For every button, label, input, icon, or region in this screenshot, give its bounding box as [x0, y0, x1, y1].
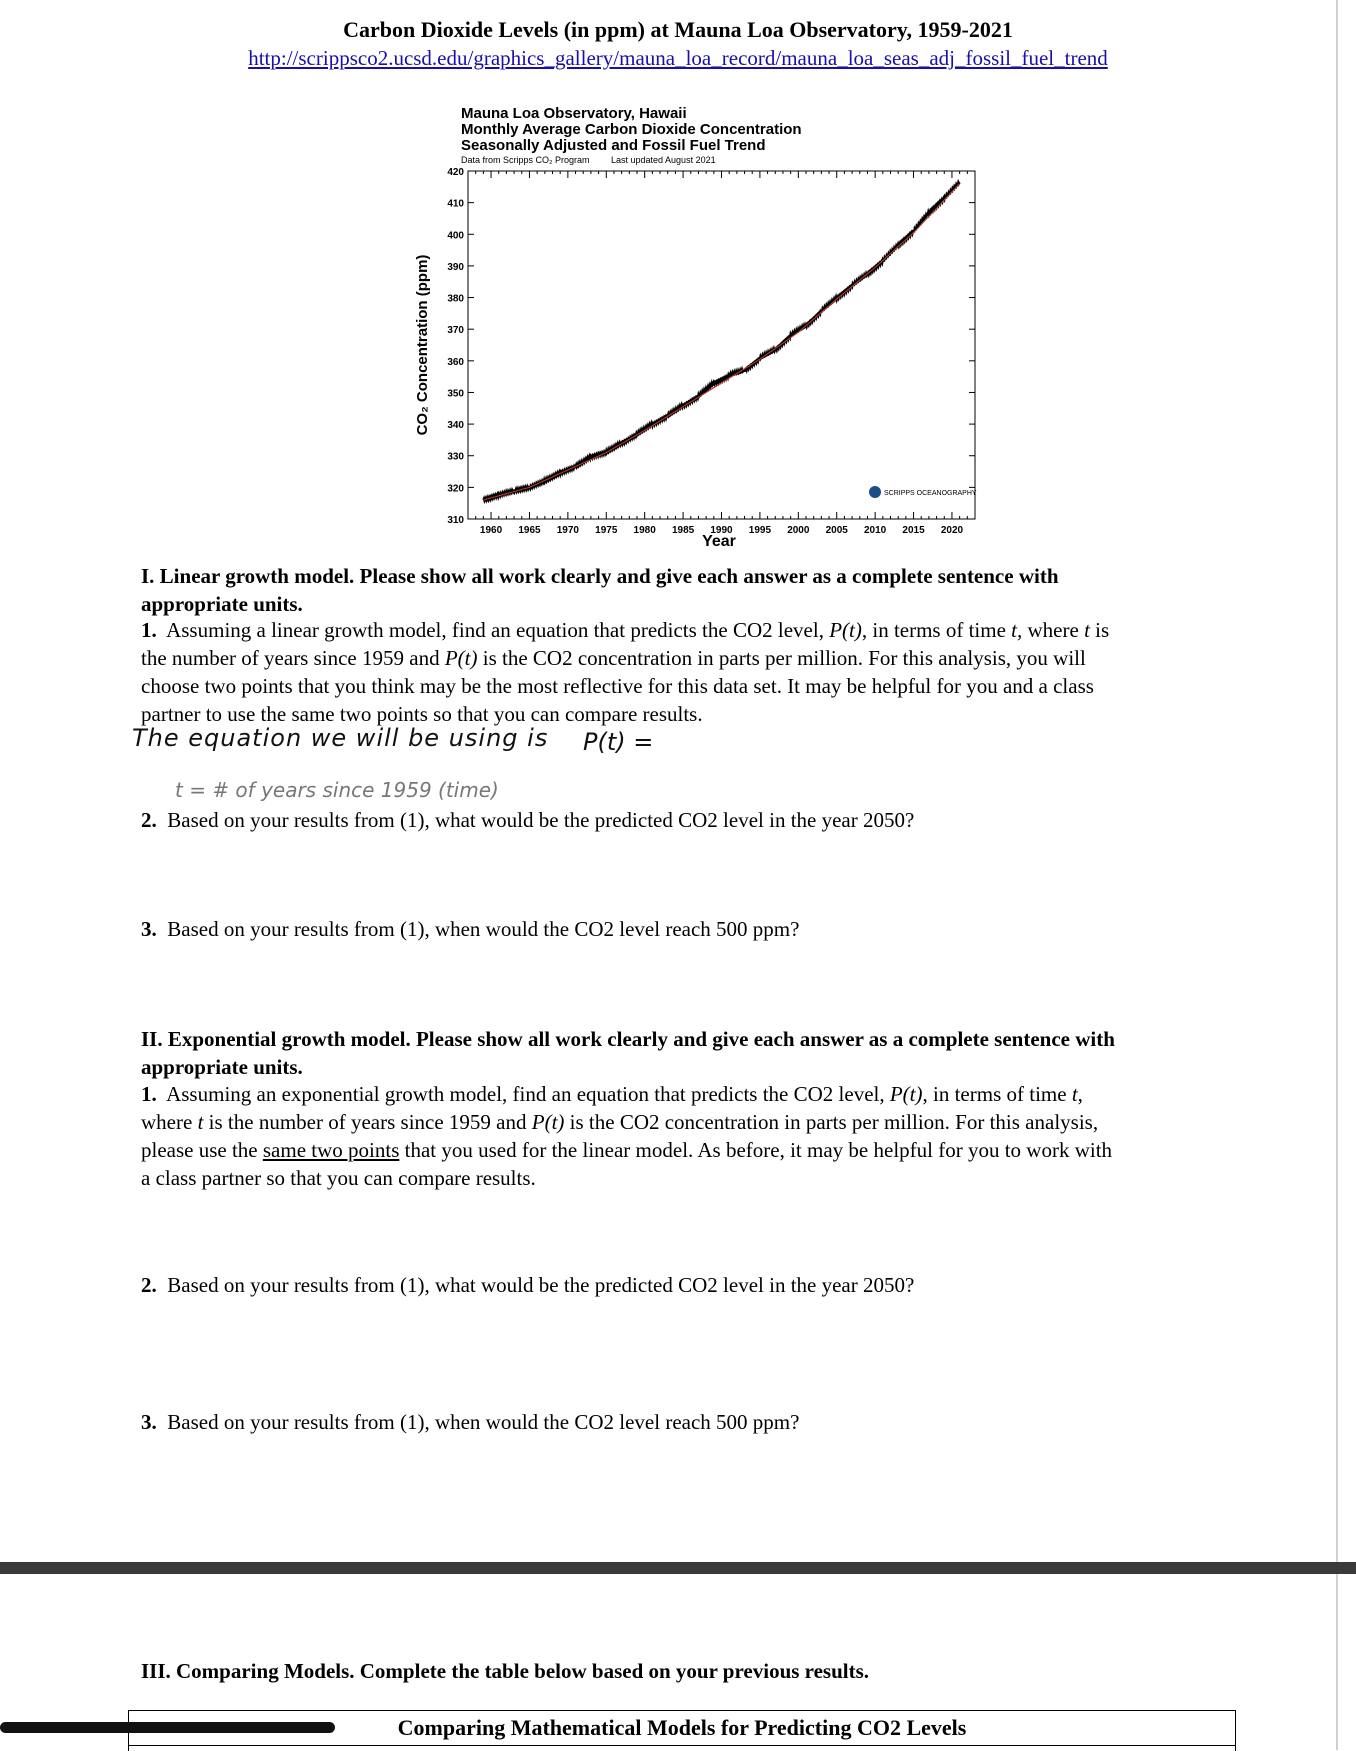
x-tick-label: 1970 — [556, 525, 579, 536]
s2q1-text-h: that you used for the linear model. As before, it may be helpful for you to work with — [399, 1138, 1113, 1162]
s2q1-line1 — [141, 1080, 1247, 1108]
x-tick-label: 1995 — [748, 525, 772, 536]
handwritten-t-definition: t = # of years since 1959 (time) — [175, 778, 499, 802]
series-line-monthly — [483, 182, 959, 501]
q2-text: Based on your results from (1), what would be the predicted CO2 level in the year 2050? — [167, 808, 915, 832]
x-axis-label: Year — [702, 533, 736, 550]
y-tick-label: 390 — [447, 261, 464, 273]
section1-heading — [141, 562, 1247, 618]
s2q1-pt: P(t) — [889, 1082, 923, 1106]
q1-line3: choose two points that you think may be the most reflective for this data set. It may be helpful for you and a class — [141, 674, 1094, 698]
s2q3-text: Based on your results from (1), when would the CO2 level reach 500 ppm? — [167, 1410, 800, 1434]
y-axis-label: CO₂ Concentration (ppm) — [414, 254, 431, 436]
y-tick-label: 400 — [447, 230, 464, 242]
page-gap — [0, 1562, 1356, 1574]
x-tick-label: 1960 — [479, 525, 503, 536]
y-tick-label: 320 — [447, 483, 464, 495]
source-link[interactable]: http://scrippsco2.ucsd.edu/graphics_gallery/mauna_loa_record/mauna_loa_seas_adj_fossil_fuel_trend — [248, 46, 1108, 70]
q1-pt: P(t) — [829, 618, 862, 642]
scrollbar-handle[interactable] — [0, 1722, 335, 1733]
chart-title-2: Monthly Average Carbon Dioxide Concentration — [461, 121, 802, 138]
y-tick-label: 350 — [447, 388, 464, 400]
q3-number: 3. — [141, 917, 157, 941]
handwritten-equation-note: The equation we will be using is — [132, 724, 549, 752]
q1-line4: partner to use the same two points so that you can compare results. — [141, 702, 703, 726]
section2-q3 — [141, 1408, 1247, 1436]
chart-title-3: Seasonally Adjusted and Fossil Fuel Trend — [461, 137, 766, 154]
q1-line2 — [141, 644, 1247, 672]
s2q1-text-f: is the CO2 concentration in parts per million. For this analysis, — [564, 1110, 1099, 1134]
q1-text-c: where — [1022, 618, 1085, 642]
y-tick-label: 410 — [447, 198, 464, 210]
section1-heading-line2: appropriate units. — [141, 592, 303, 616]
q1-text-e: the number of years since 1959 and — [141, 646, 445, 670]
s2q1-text-d: where — [141, 1110, 198, 1134]
q1-number: 1. — [141, 618, 157, 642]
y-tick-label: 370 — [447, 325, 464, 337]
q1-text-a: Assuming a linear growth model, find an equation that predicts the CO2 level, — [166, 618, 830, 642]
s2q1-pt2: P(t) — [531, 1110, 565, 1134]
s2q1-t2: t — [197, 1110, 204, 1134]
handwritten-pt: P(t) = — [583, 728, 654, 756]
s2q2-number: 2. — [141, 1273, 157, 1297]
scripps-logo — [869, 486, 977, 498]
s2q1-line2 — [141, 1108, 1247, 1136]
s2q1-text-g: please use the — [141, 1138, 263, 1162]
x-tick-label: 1990 — [710, 525, 733, 536]
x-tick-label: 2010 — [864, 525, 887, 536]
co2-chart — [0, 0, 1356, 560]
q1-pt2: P(t) — [444, 646, 478, 670]
section2-q2 — [141, 1271, 1247, 1299]
q1-text-d: is — [1089, 618, 1110, 642]
s2q1-t: t — [1071, 1082, 1078, 1106]
chart-source: Data from Scripps CO₂ Program — [461, 155, 590, 165]
table-title: Comparing Mathematical Models for Predicting CO2 Levels — [397, 1715, 967, 1740]
x-tick-label: 1965 — [518, 525, 541, 536]
section1-heading-line1: I. Linear growth model. Please show all work clearly and give each answer as a complete sentence with — [141, 564, 1059, 588]
s2q3-number: 3. — [141, 1410, 157, 1434]
x-tick-label: 1985 — [671, 525, 695, 536]
x-tick-label: 2005 — [825, 525, 848, 536]
section1-q1 — [141, 616, 1247, 728]
x-tick-label: 1980 — [633, 525, 656, 536]
s2q1-text-c: , — [1077, 1082, 1083, 1106]
x-tick-label: 2015 — [902, 525, 925, 536]
s2q1-line3 — [141, 1136, 1247, 1164]
y-tick-label: 380 — [447, 293, 464, 305]
logo-text: SCRIPPS OCEANOGRAPHY — [884, 490, 977, 497]
section2-heading-line2: appropriate units. — [141, 1055, 303, 1079]
chart-title-1: Mauna Loa Observatory, Hawaii — [461, 105, 687, 122]
section1-q2 — [141, 806, 1247, 834]
s2q1-number: 1. — [141, 1082, 157, 1106]
section3-heading: III. Comparing Models. Complete the table below based on your previous results. — [141, 1659, 870, 1683]
q1-t2: t — [1084, 618, 1090, 642]
section2-q1 — [141, 1080, 1247, 1192]
s2q1-text-b: , in terms of time — [922, 1082, 1072, 1106]
q1-text-f: is the CO2 concentration in parts per million. For this analysis, you will — [477, 646, 1086, 670]
y-tick-label: 360 — [447, 356, 464, 368]
q3-text: Based on your results from (1), when would the CO2 level reach 500 ppm? — [167, 917, 800, 941]
q2-number: 2. — [141, 808, 157, 832]
s2q1-text-a: Assuming an exponential growth model, find an equation that predicts the CO2 level, — [166, 1082, 890, 1106]
plot-frame — [468, 171, 975, 519]
y-tick-label: 420 — [447, 167, 464, 178]
x-tick-label: 1975 — [595, 525, 618, 536]
s2q1-underlined: same two points — [262, 1138, 400, 1162]
y-tick-label: 340 — [447, 420, 464, 432]
section2-heading — [141, 1025, 1247, 1081]
s2q2-text: Based on your results from (1), what would be the predicted CO2 level in the year 2050? — [167, 1273, 915, 1297]
section2-heading-line1: II. Exponential growth model. Please show all work clearly and give each answer as a complete sentence with — [141, 1027, 1115, 1051]
y-tick-label: 310 — [447, 515, 464, 526]
x-tick-label: 2000 — [787, 525, 810, 536]
q1-line1 — [141, 616, 1247, 644]
table-row-divider — [129, 1745, 1235, 1746]
s2q1-line4: a class partner so that you can compare results. — [141, 1166, 536, 1190]
y-tick-label: 330 — [447, 451, 464, 463]
section1-q3 — [141, 915, 1247, 943]
q1-text-b: , in terms of time — [861, 618, 1012, 642]
document-title: Carbon Dioxide Levels (in ppm) at Mauna Loa Observatory, 1959-2021 — [343, 17, 1013, 42]
q1-t: t, — [1011, 618, 1023, 642]
x-tick-label: 2020 — [940, 525, 964, 536]
chart-updated: Last updated August 2021 — [611, 155, 716, 165]
s2q1-text-e: is the number of years since 1959 and — [203, 1110, 532, 1134]
series-line-trend — [483, 184, 959, 500]
